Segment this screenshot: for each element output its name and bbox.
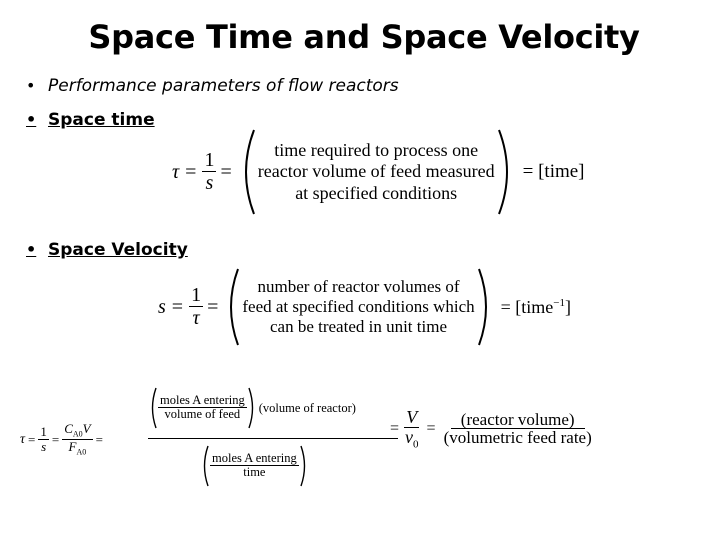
f-symbol: F — [68, 438, 77, 454]
left-paren-icon — [148, 386, 158, 430]
equals-sign: = — [426, 420, 436, 438]
bullet-performance-parameters — [26, 76, 399, 96]
fraction-denominator: volume of feed — [164, 407, 241, 422]
ca0v-over-fa0-fraction — [62, 422, 92, 457]
definition-line: time required to process one — [274, 140, 479, 161]
equals-sign: = — [171, 295, 184, 318]
big-fraction-denominator — [200, 444, 309, 488]
fraction-numerator: 1 — [191, 284, 202, 306]
c-symbol: C — [64, 421, 73, 436]
bullet-text: Space Velocity — [48, 240, 188, 260]
big-fraction — [148, 386, 400, 496]
moles-per-time-fraction — [210, 452, 299, 480]
equals-sign: = — [28, 431, 36, 447]
equals-sign: = — [51, 431, 60, 447]
fraction-numerator: moles A entering — [212, 451, 297, 466]
units-bracket: ] — [564, 296, 571, 317]
left-paren-icon — [236, 128, 258, 216]
derivation-left-part — [20, 422, 106, 457]
one-over-s-fraction — [202, 150, 216, 194]
bullet-dot: • — [26, 76, 36, 95]
slide-title: Space Time and Space Velocity — [88, 18, 640, 56]
fraction-numerator: 1 — [204, 149, 215, 171]
bullet-space-velocity — [26, 240, 188, 260]
fraction-denominator — [67, 440, 89, 457]
right-paren-icon — [495, 128, 517, 216]
fraction-denominator — [403, 428, 421, 451]
a0-subscript: A0 — [72, 429, 83, 439]
one-over-s-fraction — [38, 425, 49, 454]
definition-line: can be treated in unit time — [269, 317, 447, 337]
bullet-space-time — [26, 110, 155, 130]
fraction-denominator: τ — [192, 307, 200, 329]
reactor-volume-over-feed-rate-fraction — [442, 411, 594, 449]
space-time-definition — [258, 140, 495, 204]
bullet-dot: • — [26, 110, 37, 129]
v-over-v0-fraction — [403, 408, 421, 451]
tau-symbol: τ — [172, 160, 180, 183]
a0-subscript: A0 — [76, 447, 87, 457]
fraction-numerator: 1 — [40, 424, 47, 440]
equals-sign: = — [207, 295, 219, 318]
bullet-text: Performance parameters of flow reactors — [48, 76, 399, 96]
v-symbol: v — [405, 426, 414, 447]
space-time-derivation — [20, 386, 710, 496]
fraction-numerator — [62, 422, 92, 440]
derivation-right-part — [386, 408, 594, 451]
equals-sign: = — [390, 420, 400, 438]
volume-of-reactor: (volume of reactor) — [258, 400, 356, 415]
fraction-numerator: moles A entering — [160, 393, 245, 408]
big-fraction-numerator — [148, 386, 356, 430]
one-over-tau-fraction — [189, 285, 203, 329]
right-paren-icon — [299, 444, 309, 488]
s-symbol: s — [158, 295, 166, 318]
equals-sign: = — [185, 160, 197, 183]
fraction-denominator: s — [205, 172, 214, 194]
space-time-equation — [172, 128, 585, 216]
right-paren-icon — [475, 267, 495, 347]
fraction-denominator: time — [243, 465, 266, 480]
moles-per-volume-fraction — [158, 394, 247, 422]
fraction-denominator: (volumetric feed rate) — [443, 428, 592, 448]
left-paren-icon — [200, 444, 210, 488]
fraction-numerator: V — [406, 407, 418, 427]
units-text: = [time — [500, 296, 554, 317]
definition-line: feed at specified conditions which — [242, 296, 475, 316]
definition-line: at specified conditions — [295, 182, 458, 203]
left-paren-icon — [222, 267, 242, 347]
right-paren-icon — [247, 386, 257, 430]
bullet-dot: • — [26, 240, 37, 259]
bullet-text: Space time — [48, 110, 155, 130]
main-fraction-bar — [148, 438, 398, 439]
space-velocity-definition — [242, 277, 474, 337]
fraction-numerator: (reactor volume) — [451, 411, 585, 430]
zero-subscript: 0 — [413, 438, 419, 451]
units-inverse-time — [501, 297, 571, 318]
units-exponent: −1 — [553, 296, 565, 309]
definition-line: number of reactor volumes of — [257, 276, 460, 296]
units-time: = [time] — [522, 161, 585, 182]
tau-symbol: τ — [20, 431, 26, 447]
v-symbol: V — [82, 421, 91, 436]
equals-sign: = — [220, 160, 232, 183]
fraction-denominator: s — [41, 438, 47, 454]
space-velocity-equation — [158, 267, 571, 347]
equals-sign: = — [95, 431, 103, 447]
definition-line: reactor volume of feed measured — [257, 161, 495, 182]
